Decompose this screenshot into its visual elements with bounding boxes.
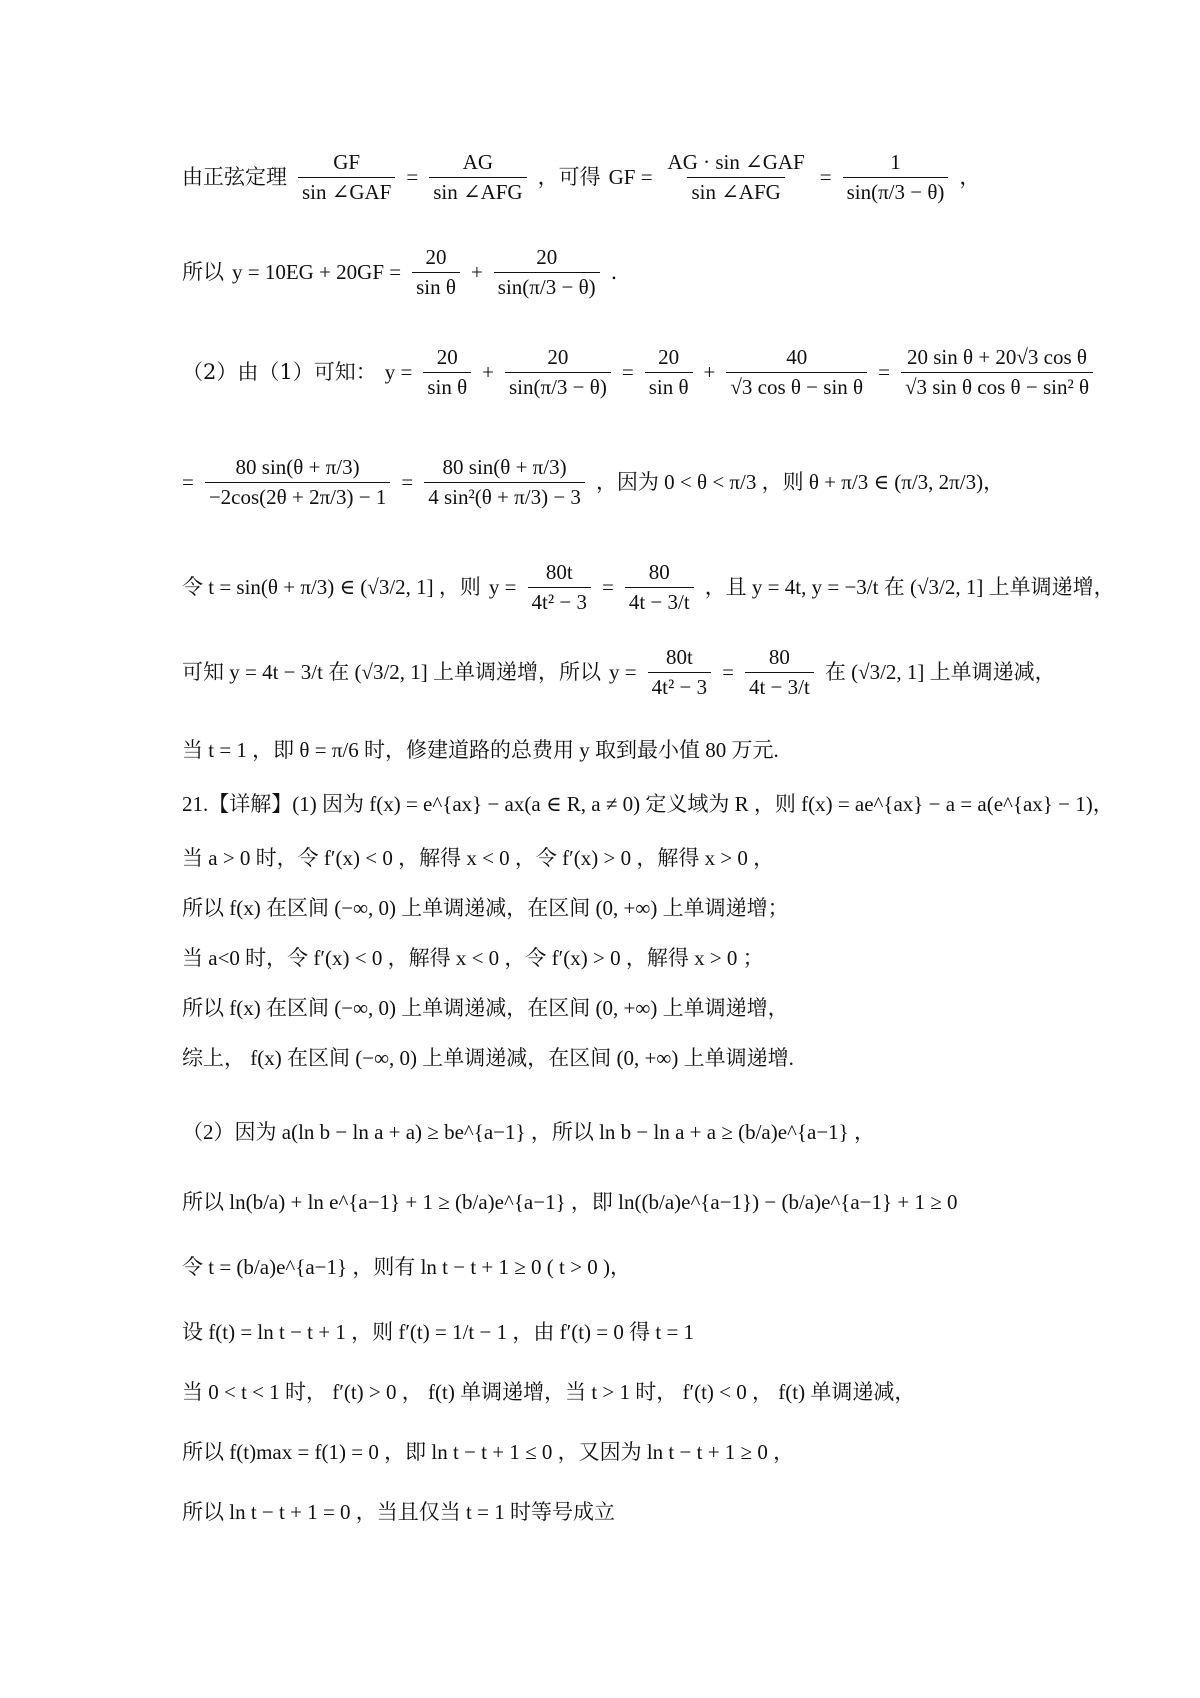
equals: = xyxy=(878,360,890,385)
fraction xyxy=(505,345,611,400)
line-prefix: （2）由（1）可知： xyxy=(182,360,377,385)
equals: = xyxy=(819,165,832,190)
numerator: 20 xyxy=(425,245,447,269)
lhs: y = xyxy=(488,575,517,600)
range-text: ，因为 0 < θ < π/3 ，则 θ + π/3 ∈ (π/3, 2π/3)， xyxy=(595,470,1005,495)
numerator: 1 xyxy=(890,150,901,174)
substitution-line xyxy=(182,560,1115,615)
numerator: 80 sin(θ + π/3) xyxy=(235,455,360,479)
equals: = xyxy=(722,660,734,685)
numerator: GF xyxy=(333,150,361,174)
fraction xyxy=(528,560,591,615)
text-line: 令 t = (b/a)e^{a−1} ，则有 ln t − t + 1 ≥ 0 ( t > 0 )， xyxy=(182,1255,631,1279)
denominator: 4 sin²(θ + π/3) − 3 xyxy=(424,482,585,510)
text-line: 当 a > 0 时，令 f′(x) < 0 ，解得 x < 0 ，令 f′(x) > 0 ，解得 x > 0 ， xyxy=(182,846,775,870)
denominator: 4t − 3/t xyxy=(625,587,694,615)
denominator: sin(π/3 − θ) xyxy=(505,372,611,400)
numerator: 20 xyxy=(436,345,458,369)
fraction xyxy=(298,150,395,205)
numerator: 80t xyxy=(665,645,693,669)
denominator: √3 sin θ cos θ − sin² θ xyxy=(901,372,1093,400)
text-line: 所以 ln(b/a) + ln e^{a−1} + 1 ≥ (b/a)e^{a−1} ，即 ln((b/a)e^{a−1}) − (b/a)e^{a−1} + 1 ≥ 0 xyxy=(182,1190,958,1214)
fraction xyxy=(745,645,814,700)
numerator: 80 xyxy=(648,560,670,584)
part2-line xyxy=(182,345,1090,400)
text-part: 令 t = sin(θ + π/3) ∈ (√3/2, 1] ，则 xyxy=(182,575,481,600)
text-line: 当 0 < t < 1 时， f′(t) > 0 ， f(t) 单调递增，当 t > 1 时， f′(t) < 0 ， f(t) 单调递减， xyxy=(182,1380,916,1404)
fraction xyxy=(843,150,949,205)
line-prefix: 由正弦定理 xyxy=(182,165,287,190)
fraction xyxy=(664,150,809,205)
denominator: sin ∠AFG xyxy=(429,177,526,205)
sine-rule-line xyxy=(182,150,1050,205)
equals: = xyxy=(401,470,414,495)
text-part: 在 (√3/2, 1] 上单调递减， xyxy=(824,660,1056,685)
equals: = xyxy=(406,165,419,190)
numerator: 20 xyxy=(547,345,569,369)
text-line: 所以 f(x) 在区间 (−∞, 0) 上单调递减，在区间 (0, +∞) 上单调递增， xyxy=(182,996,789,1020)
text-line: 21.【详解】(1) 因为 f(x) = e^{ax} − ax(a ∈ R, a ≠ 0) 定义域为 R ，则 f(x) = ae^{ax} − a = a(e^{ax} − 1)， xyxy=(182,792,1114,816)
fraction xyxy=(423,345,471,400)
text-line: 当 a<0 时，令 f′(x) < 0 ，解得 x < 0 ，令 f′(x) > 0 ，解得 x > 0 ； xyxy=(182,946,764,970)
equals: = xyxy=(621,360,634,385)
text-line: 当 t = 1 ，即 θ = π/6 时，修建道路的总费用 y 取到最小值 80 万元. xyxy=(182,738,779,762)
denominator: 4t² − 3 xyxy=(648,672,711,700)
line-suffix: ， xyxy=(959,165,981,190)
fraction xyxy=(429,150,526,205)
text-part: 可知 y = 4t − 3/t 在 (√3/2, 1] 上单调递增，所以 xyxy=(182,660,602,685)
text-line: 所以 ln t − t + 1 = 0 ，当且仅当 t = 1 时等号成立 xyxy=(182,1500,615,1524)
denominator: 4t² − 3 xyxy=(528,587,591,615)
fraction xyxy=(205,455,391,510)
numerator: AG xyxy=(462,150,494,174)
denominator: −2cos(2θ + 2π/3) − 1 xyxy=(205,482,391,510)
denominator: sin ∠GAF xyxy=(298,177,395,205)
text-line: 所以 f(x) 在区间 (−∞, 0) 上单调递减，在区间 (0, +∞) 上单调递增； xyxy=(182,896,789,920)
lhs: GF = xyxy=(608,165,653,190)
plus: + xyxy=(470,260,483,285)
text-line: （2）因为 a(ln b − ln a + a) ≥ be^{a−1} ，所以 ln b − ln a + a ≥ (b/a)e^{a−1} ， xyxy=(182,1120,875,1144)
monotonic-line xyxy=(182,645,1056,700)
numerator: 20 sin θ + 20√3 cos θ xyxy=(907,345,1087,369)
denominator: sin θ xyxy=(412,272,460,300)
lhs: y = xyxy=(384,360,413,385)
denominator: sin(π/3 − θ) xyxy=(843,177,949,205)
equals: = xyxy=(182,470,194,495)
fraction xyxy=(424,455,585,510)
denominator: sin ∠AFG xyxy=(687,177,784,205)
line-suffix: . xyxy=(610,260,618,285)
fraction xyxy=(901,345,1093,400)
fraction xyxy=(625,560,694,615)
denominator: sin θ xyxy=(645,372,693,400)
plus: + xyxy=(703,360,716,385)
text-line: 设 f(t) = ln t − t + 1 ，则 f′(t) = 1/t − 1 ，由 f′(t) = 0 得 t = 1 xyxy=(182,1320,695,1344)
lhs: y = xyxy=(609,660,637,685)
numerator: 80 xyxy=(768,645,790,669)
cost-line xyxy=(182,245,1050,300)
expression: y = 10EG + 20GF = xyxy=(232,260,402,285)
fraction xyxy=(726,345,867,400)
numerator: 80t xyxy=(545,560,573,584)
range-line xyxy=(182,455,1050,510)
denominator: 4t − 3/t xyxy=(745,672,814,700)
text-line: 所以 f(t)max = f(1) = 0 ，即 ln t − t + 1 ≤ 0 ，又因为 ln t − t + 1 ≥ 0 ， xyxy=(182,1440,795,1464)
denominator: sin θ xyxy=(423,372,471,400)
equals: = xyxy=(601,575,614,600)
fraction xyxy=(412,245,460,300)
fraction xyxy=(494,245,600,300)
fraction xyxy=(645,345,693,400)
numerator: AG · sin ∠GAF xyxy=(667,150,805,174)
numerator: 40 xyxy=(786,345,808,369)
line-mid: ，可得 xyxy=(537,165,601,190)
numerator: 20 xyxy=(658,345,680,369)
fraction xyxy=(648,645,711,700)
text-line: 综上， f(x) 在区间 (−∞, 0) 上单调递减，在区间 (0, +∞) 上单调递增. xyxy=(182,1046,794,1070)
denominator: sin(π/3 − θ) xyxy=(494,272,600,300)
numerator: 80 sin(θ + π/3) xyxy=(442,455,567,479)
plus: + xyxy=(482,360,494,385)
denominator: √3 cos θ − sin θ xyxy=(726,372,867,400)
line-prefix: 所以 xyxy=(182,260,224,285)
numerator: 20 xyxy=(536,245,558,269)
text-part: ，且 y = 4t, y = −3/t 在 (√3/2, 1] 上单调递增， xyxy=(704,575,1115,600)
